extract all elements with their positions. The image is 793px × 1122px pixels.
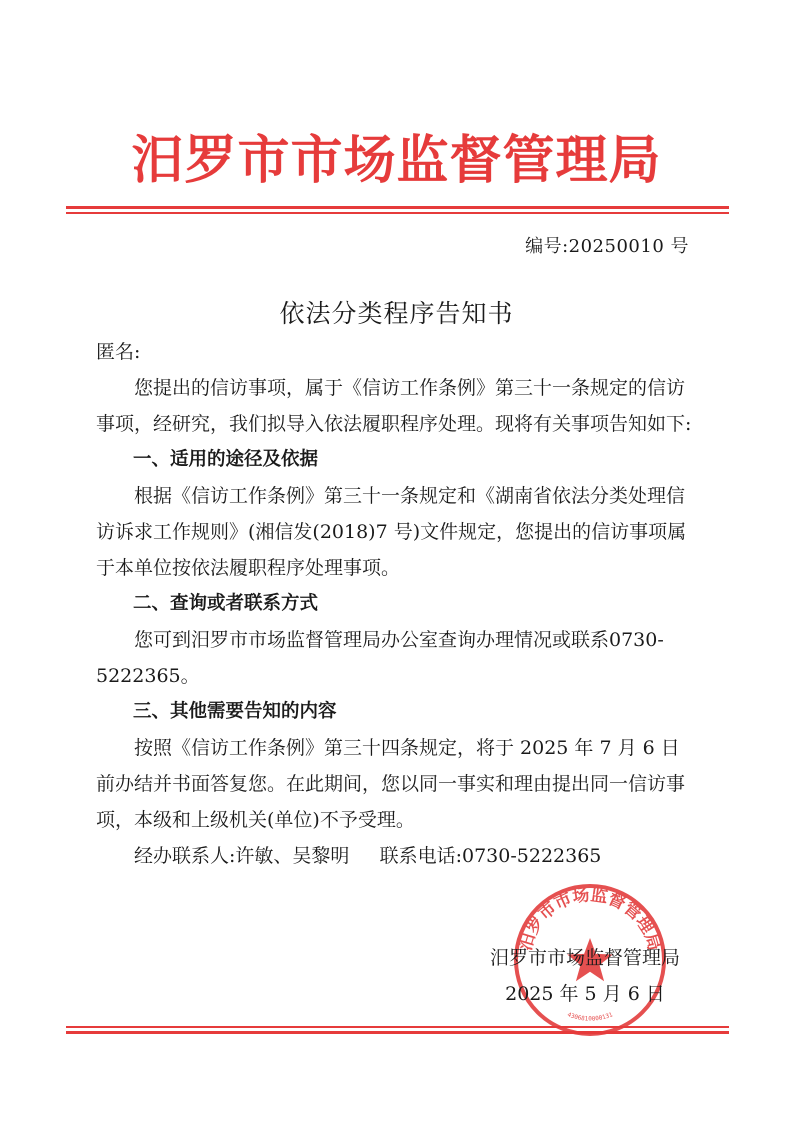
signature-org: 汨罗市市场监督管理局 — [489, 947, 680, 969]
footer-rule-thin — [66, 1026, 729, 1028]
recipient-line: 匿名: — [96, 341, 141, 363]
section-heading-other: 三、其他需要告知的内容 — [133, 701, 337, 722]
signature-date: 2025 年 5 月 6 日 — [505, 983, 665, 1005]
document-title: 依法分类程序告知书 — [279, 299, 514, 328]
signature-block — [470, 940, 700, 1012]
document-number: 编号:20250010 号 — [525, 236, 689, 257]
header-rule-thin — [66, 212, 729, 214]
header-rule-thick — [66, 206, 729, 209]
paragraph-other: 按照《信访工作条例》第三十四条规定，将于 2025 年 7 月 6 日前办结并书面答复您。在此期间，您以同一事实和理由提出同一信访事项，本级和上级机关(单位)不予受理。 — [96, 737, 686, 831]
section-heading-basis: 一、适用的途径及依据 — [133, 449, 319, 470]
agency-letterhead: 汨罗市市场监督管理局 — [131, 130, 662, 191]
paragraph-contact: 您可到汨罗市市场监督管理局办公室查询办理情况或联系0730-5222365。 — [96, 629, 664, 687]
seal-arc-text: 汨罗市市场监督管理局 — [515, 885, 665, 953]
paragraph-basis: 根据《信访工作条例》第三十一条规定和《湖南省依法分类处理信访诉求工作规则》(湘信发(2018)7 号)文件规定，您提出的信访事项属于本单位按依法履职程序处理事项。 — [96, 485, 687, 579]
section-heading-contact: 二、查询或者联系方式 — [133, 593, 319, 614]
paragraph-intro: 您提出的信访事项，属于《信访工作条例》第三十一条规定的信访事项，经研究，我们拟导入依法履职程序处理。现将有关事项告知如下: — [96, 377, 692, 435]
handler-contact-line: 经办联系人:许敏、吴黎明 联系电话:0730-5222365 — [134, 845, 602, 867]
footer-rule-thick — [66, 1031, 729, 1034]
document-body — [96, 334, 696, 874]
svg-text:4306810000131 — [566, 1011, 614, 1023]
seal-code-text: 4306810000131 — [566, 1011, 614, 1023]
